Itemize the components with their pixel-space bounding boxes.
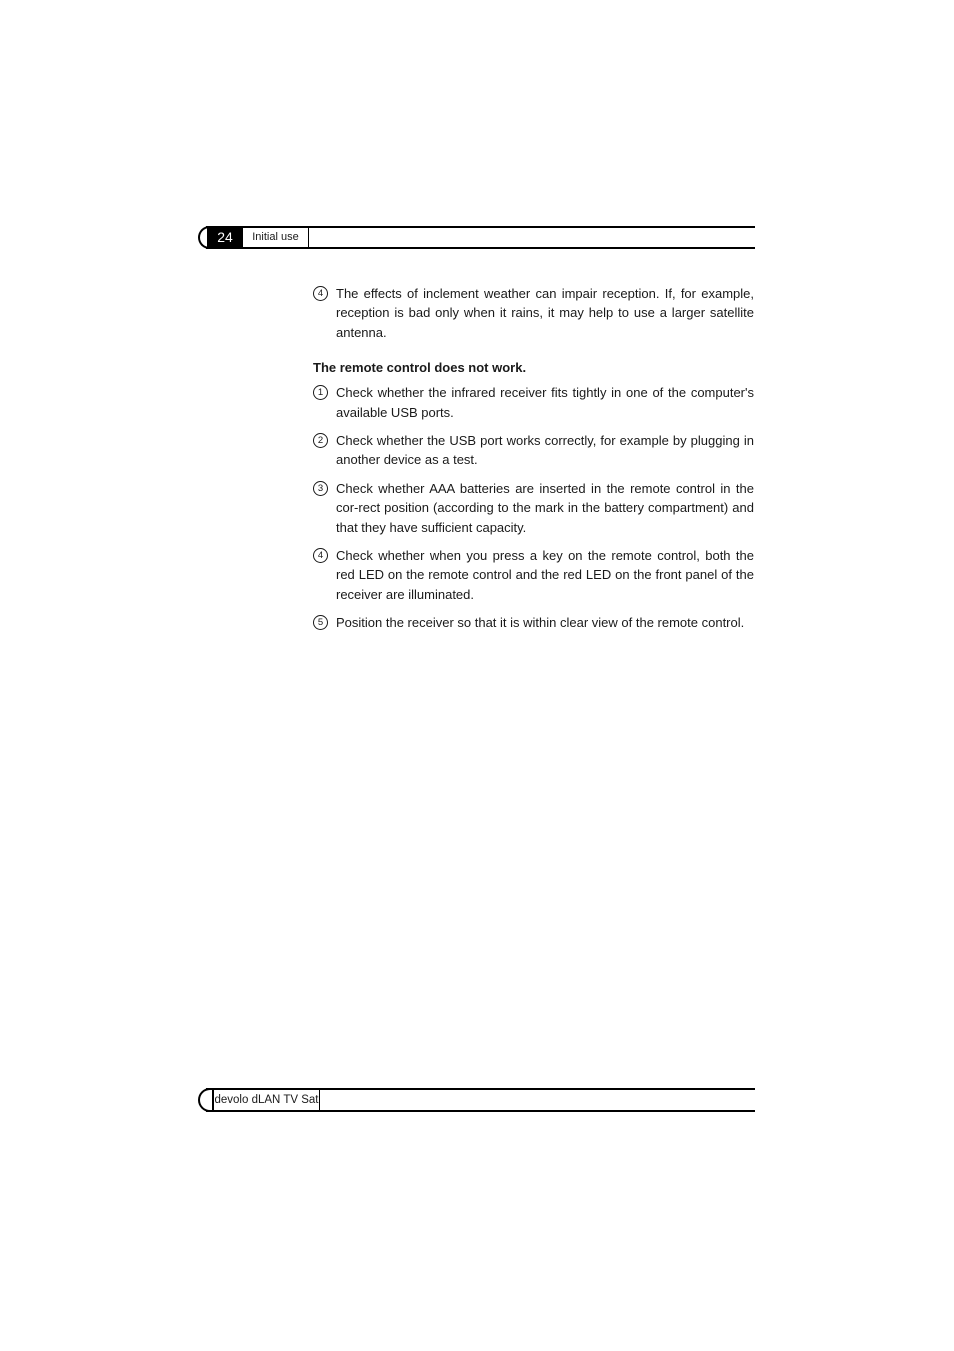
list-item xyxy=(313,383,754,422)
list-item-text: Check whether the USB port works correctly, for example by plugging in another device as a test. xyxy=(336,433,754,468)
section-heading: The remote control does not work. xyxy=(313,360,527,376)
page-header xyxy=(198,226,755,249)
circled-number: 3 xyxy=(313,481,328,496)
page-number: 24 xyxy=(207,226,243,249)
list-item-text: Check whether AAA batteries are inserted in the remote control in the cor-rect position (according to the mark in the battery compartment) and that they have sufficient capacity. xyxy=(336,480,754,535)
list-item xyxy=(313,479,754,537)
list-item-weather xyxy=(313,284,754,342)
list-item-text: The effects of inclement weather can impair reception. If, for example, reception is bad only when it rains, it may help to use a larger satellite antenna. xyxy=(336,286,754,340)
page-body xyxy=(313,284,754,642)
circled-number: 2 xyxy=(313,433,328,448)
list-item-text: Position the receiver so that it is within clear view of the remote control. xyxy=(336,615,745,631)
list-item xyxy=(313,613,754,632)
list-item-text: Check whether when you press a key on the remote control, both the red LED on the remote control and the red LED on the front panel of the receiver are illuminated. xyxy=(336,548,754,602)
page-footer xyxy=(198,1088,755,1112)
list-item xyxy=(313,546,754,604)
list-item xyxy=(313,431,754,470)
product-name: devolo dLAN TV Sat xyxy=(214,1088,320,1112)
circled-number: 4 xyxy=(313,548,328,563)
circled-number: 4 xyxy=(313,286,328,301)
section-title: Initial use xyxy=(243,226,309,249)
circled-number: 1 xyxy=(313,385,328,400)
list-item-text: Check whether the infrared receiver fits tightly in one of the computer's available USB ports. xyxy=(336,385,754,420)
circled-number: 5 xyxy=(313,615,328,630)
